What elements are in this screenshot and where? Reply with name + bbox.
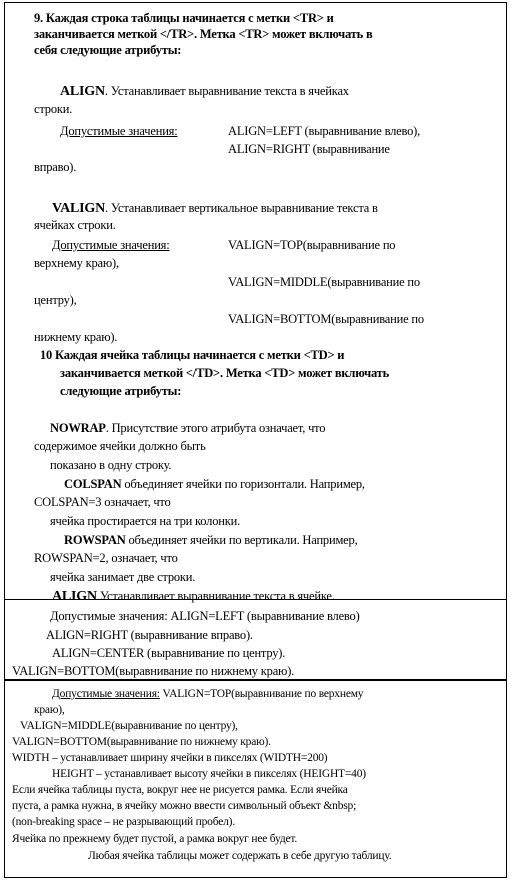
nowrap-paragraph (50, 420, 325, 436)
td-align-keyword: ALIGN (52, 589, 97, 604)
s9-line-2: заканчивается меткой </TR>. Метка <TR> может включать в (34, 27, 373, 41)
td-align-line-5: VALIGN=BOTTOM(выравнивание по нижнему краю). (12, 664, 295, 678)
s10-line-2: заканчивается меткой </TD>. Метка <TD> может включать (60, 366, 390, 380)
rowspan-line-2: ROWSPAN=2, означает, что (34, 551, 178, 565)
colspan-line-2: COLSPAN=3 означает, что (34, 495, 171, 509)
s9-line-3: себя следующие атрибуты: (34, 43, 182, 57)
s10-line-3: следующие атрибуты: (60, 384, 182, 398)
colspan-description: объединяет ячейки по горизонтали. Например, (121, 477, 365, 491)
td-align-paragraph (52, 588, 335, 605)
nowrap-description: . Присутствие этого атрибута означает, что (105, 421, 326, 435)
valign-line-2: ячейках строки. (34, 218, 116, 232)
tail-line-4: WIDTH – устанавливает ширину ячейки в пикселях (WIDTH=200) (12, 752, 328, 764)
tail-valign-top: VALIGN=TOP(выравнивание по верхнему (159, 688, 364, 700)
colspan-keyword: COLSPAN (64, 477, 122, 491)
valign-paragraph (52, 200, 378, 217)
nowrap-line-3: показано в одну строку. (50, 458, 172, 472)
s9-line-1: 9. Каждая строка таблицы начинается с метки <TR> и (34, 11, 334, 25)
valign-value-top: VALIGN=TOP(выравнивание по (228, 238, 396, 252)
valign-label: Допустимые значения: (52, 238, 170, 252)
valign-value-middle: VALIGN=MIDDLE(выравнивание по (228, 275, 420, 289)
tail-line-6: Если ячейка таблицы пуста, вокруг нее не рисуется рамка. Если ячейка (12, 784, 348, 796)
s10-line-1: 10 Каждая ячейка таблицы начинается с метки <TD> и (40, 348, 345, 362)
align-keyword: ALIGN (60, 84, 105, 99)
tail-line-5: HEIGHT – устанавливает высоту ячейки в пикселях (HEIGHT=40) (52, 768, 366, 780)
align-paragraph (60, 83, 349, 100)
valign-value-top-cont: верхнему краю), (34, 256, 119, 270)
rowspan-description: объединяет ячейки по вертикали. Например, (125, 533, 358, 547)
colspan-paragraph (64, 476, 365, 492)
tail-line-3: VALIGN=BOTTOM(выравнивание по нижнему краю). (12, 736, 271, 748)
align-value-right-cont: вправо). (34, 160, 77, 174)
valign-value-middle-cont: центру), (34, 293, 77, 307)
nowrap-line-2: содержимое ячейки должно быть (34, 439, 206, 453)
tail-label: Допустимые значения: (52, 688, 160, 700)
td-align-line-2: Допустимые значения: ALIGN=LEFT (выравнивание влево) (50, 609, 360, 623)
colspan-line-3: ячейка простирается на три колонки. (50, 514, 241, 528)
rowspan-paragraph (64, 532, 358, 548)
tail-line-2: VALIGN=MIDDLE(выравнивание по центру), (20, 720, 238, 732)
tail-line-9: Ячейка по прежнему будет пустой, а рамка вокруг нее будет. (12, 833, 298, 845)
valign-description: . Устанавливает вертикальное выравнивание текста в (105, 201, 378, 215)
tail-line-8: (non-breaking space – не разрывающий пробел). (12, 816, 235, 828)
rowspan-keyword: ROWSPAN (64, 533, 126, 547)
valign-value-bottom: VALIGN=BOTTOM(выравнивание по (228, 312, 424, 326)
tail-line-7: пуста, а рамка нужна, в ячейку можно ввести символьный объект &nbsp; (12, 800, 357, 812)
tail-line-1 (52, 686, 363, 702)
td-align-line-3: ALIGN=RIGHT (выравнивание вправо). (46, 628, 253, 642)
tail-line-1-cont: краю), (34, 704, 65, 716)
rowspan-line-3: ячейка занимает две строки. (50, 570, 196, 584)
valign-value-bottom-cont: нижнему краю). (34, 330, 118, 344)
align-label: Допустимые значения: (60, 124, 178, 138)
td-align-description: Устанавливает выравнивание текста в ячейке. (96, 589, 335, 603)
td-align-line-4: ALIGN=CENTER (выравнивание по центру). (52, 646, 286, 660)
align-value-right: ALIGN=RIGHT (выравнивание (228, 142, 390, 156)
align-description: . Устанавливает выравнивание текста в ячейках (104, 84, 349, 98)
align-value-left: ALIGN=LEFT (выравнивание влево), (228, 124, 421, 138)
align-line-2: строки. (34, 102, 73, 116)
nowrap-keyword: NOWRAP (50, 421, 106, 435)
tail-line-10: Любая ячейка таблицы может содержать в себе другую таблицу. (88, 850, 392, 862)
valign-keyword: VALIGN (52, 201, 106, 216)
